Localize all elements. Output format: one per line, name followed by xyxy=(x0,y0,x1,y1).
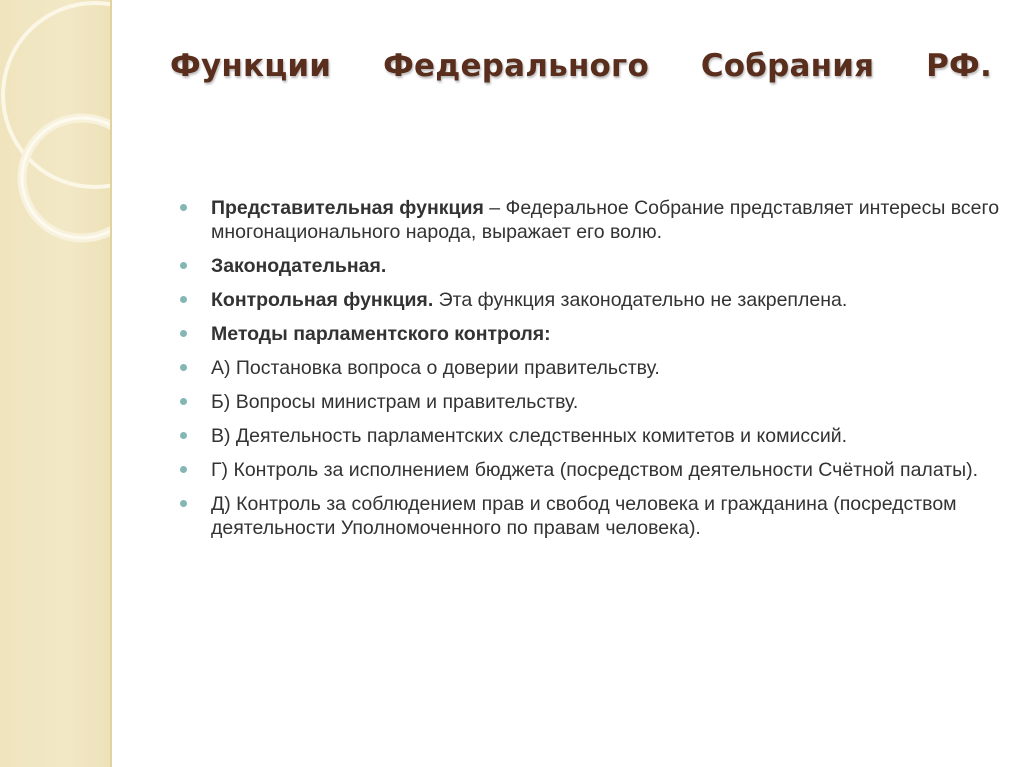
decorative-side-band xyxy=(0,0,112,767)
bullet-dot-icon xyxy=(180,364,187,371)
item-text: Д) Контроль за соблюдением прав и свобод человека и гражданина (посредством деятельности Уполномоченного по правам человека). xyxy=(211,493,957,539)
bullet-dot-icon xyxy=(180,432,187,439)
item-text: А) Постановка вопроса о доверии правительству. xyxy=(211,357,660,379)
slide-title xyxy=(170,48,992,84)
item-text: Г) Контроль за исполнением бюджета (посредством деятельности Счётной палаты). xyxy=(211,459,979,481)
bullet-dot-icon xyxy=(180,500,187,507)
bullet-dot-icon xyxy=(180,330,187,337)
list-item-control-methods xyxy=(180,322,1000,346)
item-bold-text: Представительная функция xyxy=(211,197,484,219)
list-item-method-d xyxy=(180,492,1000,540)
list-item-method-g xyxy=(180,458,1000,482)
list-item-method-a xyxy=(180,356,1000,380)
bullet-dot-icon xyxy=(180,466,187,473)
item-text: Эта функция законодательно не закреплена. xyxy=(433,289,848,311)
item-text: Б) Вопросы министрам и правительству. xyxy=(211,391,579,413)
item-text: В) Деятельность парламентских следственных комитетов и комиссий. xyxy=(211,425,848,447)
bullet-dot-icon xyxy=(180,262,187,269)
title-word: Функции xyxy=(170,48,332,84)
list-item-legislative xyxy=(180,254,1000,278)
list-item-method-v xyxy=(180,424,1000,448)
item-text: – Федеральное Собрание представляет интересы всего многонационального народа, выражает его волю. xyxy=(211,197,1000,243)
item-bold-text: Законодательная. xyxy=(211,255,387,277)
title-word: Собрания xyxy=(700,48,875,84)
bullet-dot-icon xyxy=(180,204,187,211)
bullet-dot-icon xyxy=(180,296,187,303)
title-word: Федерального xyxy=(383,48,649,84)
list-item-control-function xyxy=(180,288,1000,312)
bullet-dot-icon xyxy=(180,398,187,405)
item-bold-text: Контрольная функция. xyxy=(211,289,434,311)
item-bold-text: Методы парламентского контроля: xyxy=(211,323,551,345)
title-word: РФ. xyxy=(926,48,992,84)
decorative-circles xyxy=(0,0,112,767)
list-item-method-b xyxy=(180,390,1000,414)
list-item-representative-function xyxy=(180,196,1000,244)
bullet-list xyxy=(180,196,1000,550)
